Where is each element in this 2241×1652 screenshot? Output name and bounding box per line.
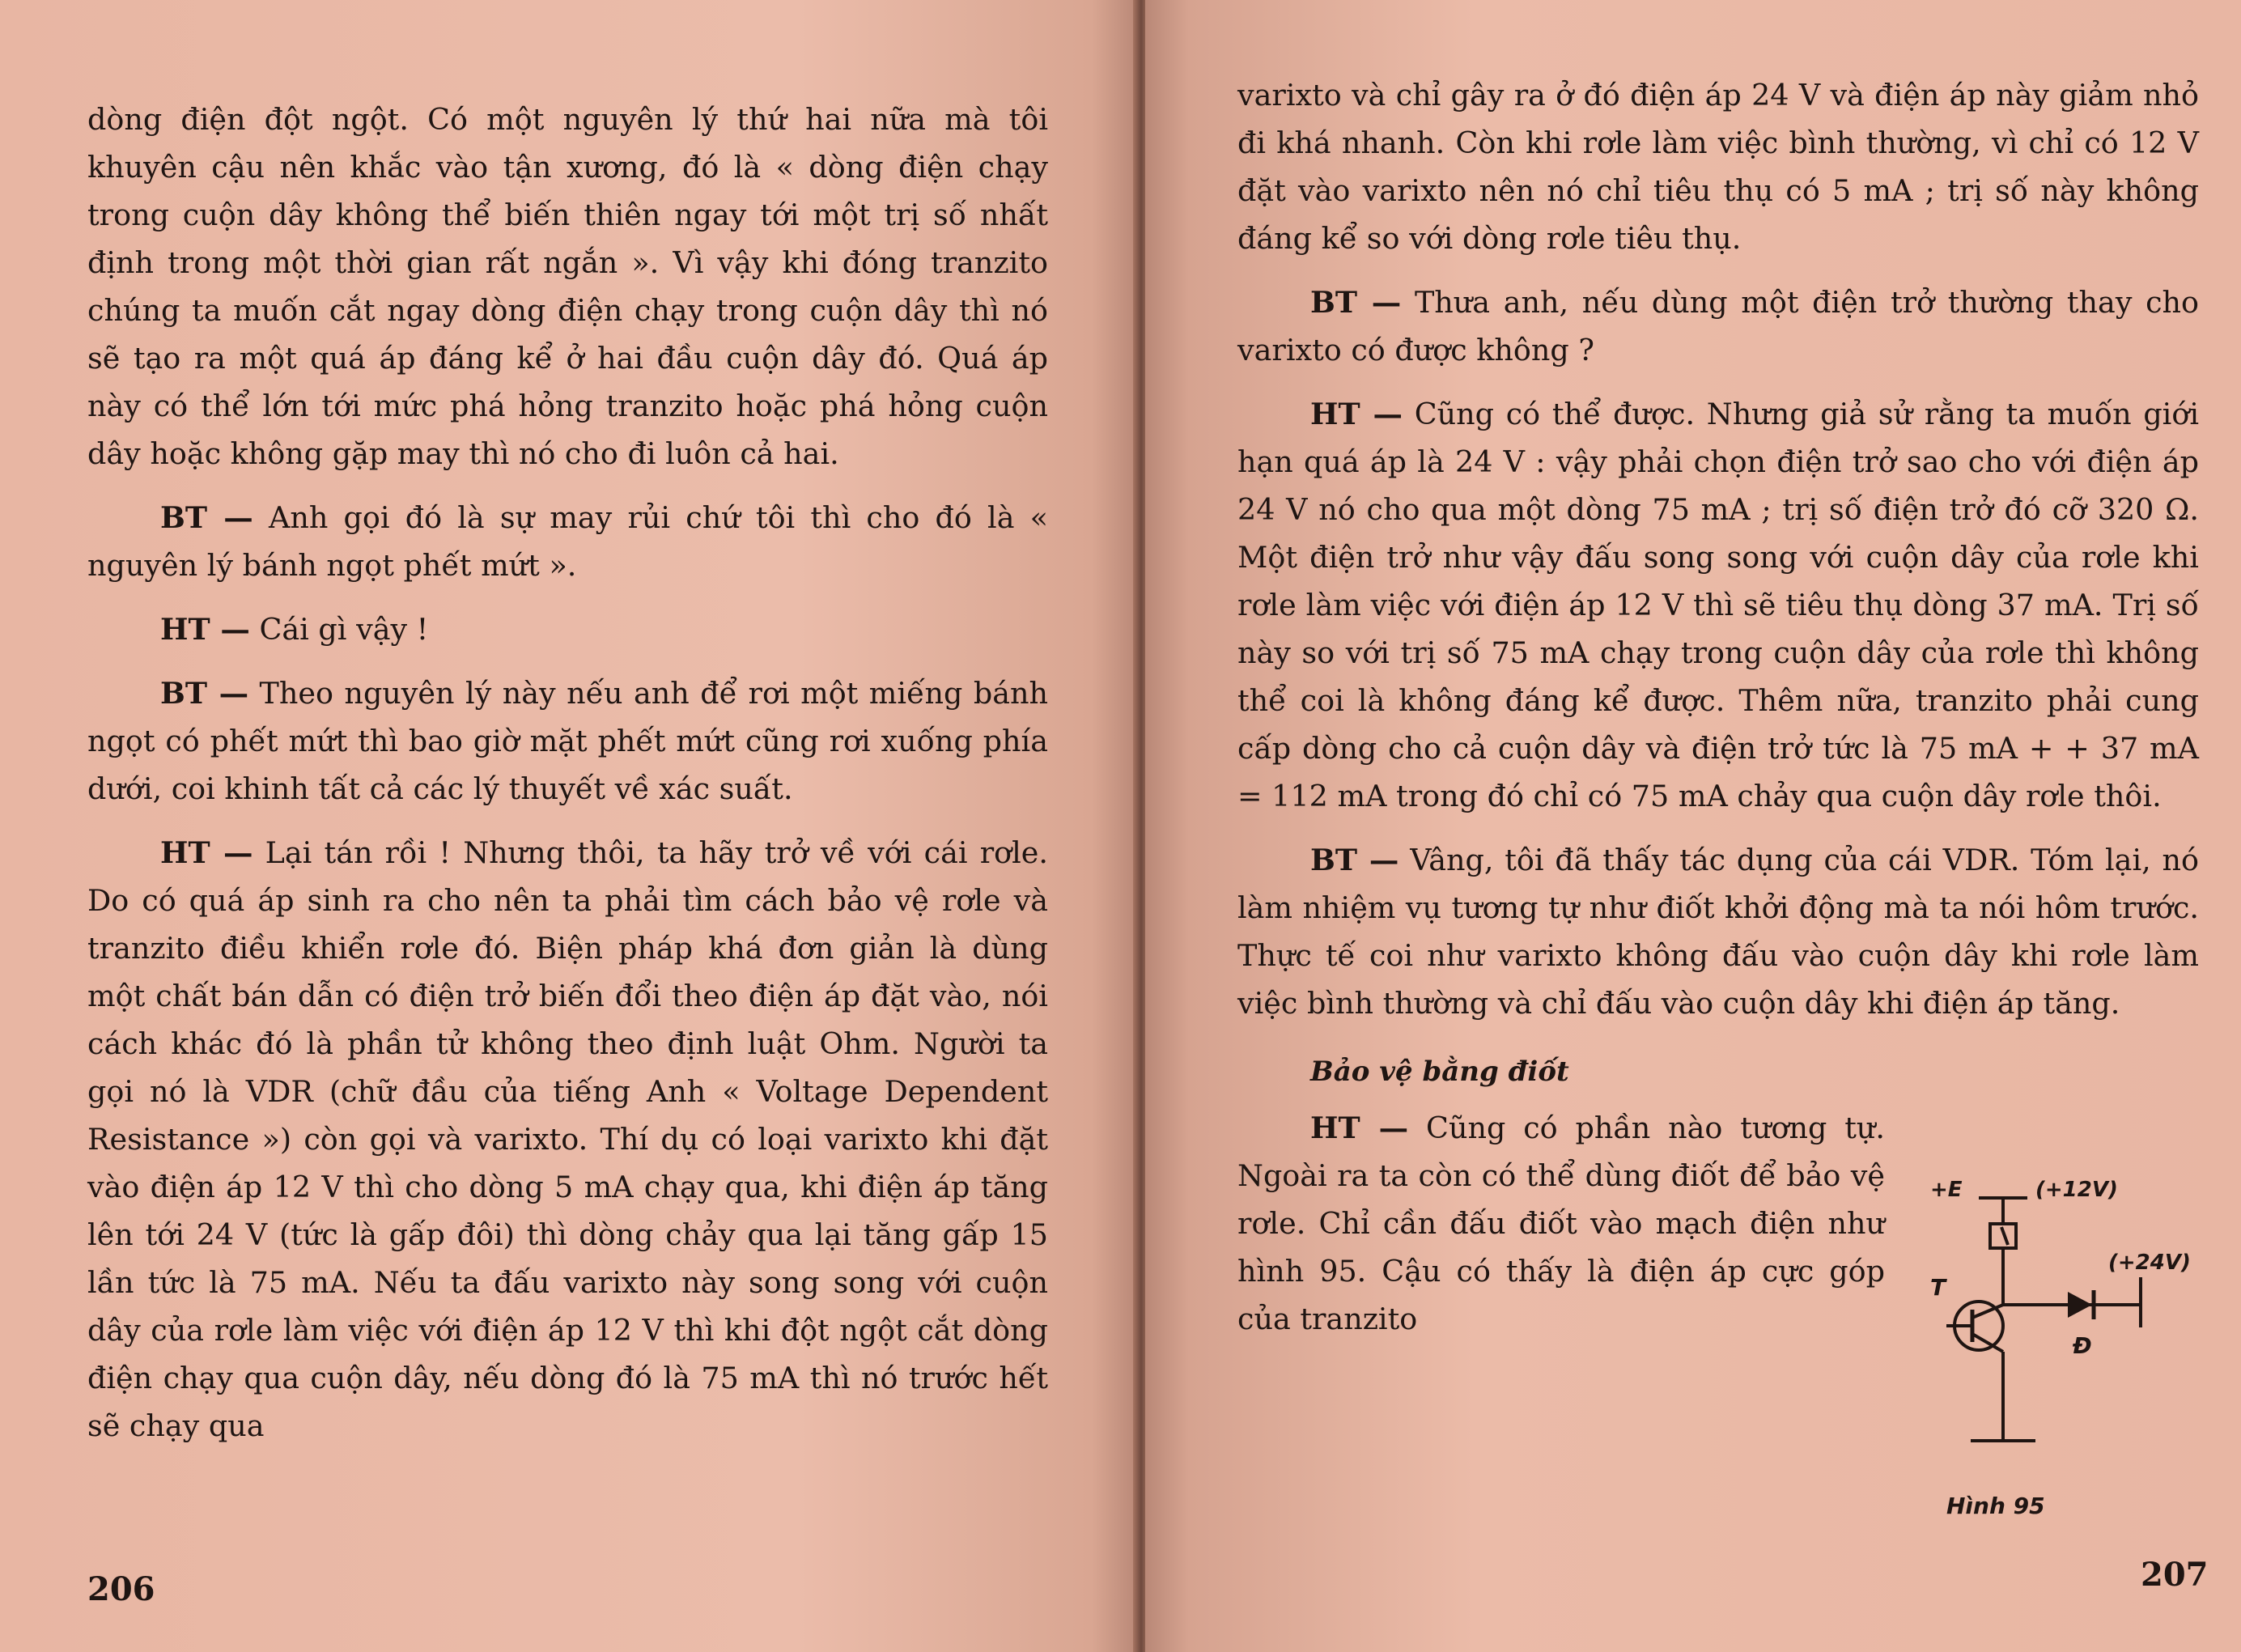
paragraph-text: Theo nguyên lý này nếu anh để rơi một miếng bánh ngọt có phết mứt thì bao giờ mặt phết mứt cũng rơi xuống phía dưới, coi khinh tất cả các lý thuyết về xác suất. [87, 676, 1049, 806]
circuit-figure [1914, 1178, 2191, 1522]
paragraph [1237, 836, 2199, 1027]
paragraph [87, 494, 1048, 589]
speaker-label: HT — [1310, 1111, 1409, 1145]
paragraph [1237, 1104, 1885, 1343]
speaker-label: BT — [160, 676, 249, 711]
circuit-diagram [1914, 1178, 2191, 1522]
page-number: 207 [2141, 1556, 2209, 1594]
right-page [1145, 0, 2241, 1652]
left-page-text [87, 96, 1048, 1466]
paragraph [1237, 390, 2199, 820]
paragraph [87, 605, 1048, 653]
label-e: +E [1930, 1178, 1963, 1202]
paragraph-text: Anh gọi đó là sự may rủi chứ tôi thì cho đó là « nguyên lý bánh ngọt phết mứt ». [87, 500, 1048, 583]
paragraph-text: Cũng có thể được. Nhưng giả sử rằng ta muốn giới hạn quá áp là 24 V : vậy phải chọn điện trở sao cho với điện áp 24 V nó cho qua một dòng 75 mA ; trị số điện trở đó cỡ 320 Ω. Một điện trở như vậy đấu song song với cuộn dây của rơle khi rơle làm việc với điện áp 12 V thì sẽ tiêu thụ dòng 37 mA. Trị số này so với trị số 75 mA chạy trong cuộn dây của rơle thì không thể coi là không đáng kể được. Thêm nữa, tranzito phải cung cấp dòng cho cả cuộn dây và điện trở tức là 75 mA + + 37 mA = 112 mA trong đó chỉ có 75 mA chảy qua cuộn dây rơle thôi. [1237, 397, 2200, 813]
page-number: 206 [87, 1570, 155, 1608]
paragraph [87, 829, 1048, 1450]
figure-caption: Hình 95 [1946, 1493, 2045, 1519]
paragraph-text: Cái gì vậy ! [259, 612, 429, 647]
diode-symbol [2068, 1292, 2092, 1318]
paragraph-text: Vâng, tôi đã thấy tác dụng của cái VDR. Tóm lại, nó làm nhiệm vụ tương tự như điốt khởi động mà ta nói hôm trước. Thực tế coi như varixto không đấu vào cuộn dây khi rơle làm việc bình thường và chỉ đấu vào cuộn dây khi điện áp tăng. [1237, 843, 2199, 1021]
section-heading: Bảo vệ bằng điốt [1310, 1055, 1569, 1088]
speaker-label: HT — [160, 835, 253, 870]
speaker-label: HT — [160, 612, 250, 647]
paragraph [1237, 278, 2199, 374]
label-transistor: T [1930, 1274, 1946, 1301]
paragraph-text: Thưa anh, nếu dùng một điện trở thường thay cho varixto có được không ? [1237, 285, 2200, 367]
paragraph-text: Lại tán rồi ! Nhưng thôi, ta hãy trở về với cái rơle. Do có quá áp sinh ra cho nên ta phải tìm cách bảo vệ rơle và tranzito điều khiển rơle đó. Biện pháp khá đơn giản là dùng một chất bán dẫn có điện trở biến đổi theo điện áp đặt vào, nói cách khác đó là phần tử không theo định luật Ohm. Người ta gọi nó là VDR (chữ đầu của tiếng Anh « Voltage Dependent Resistance ») còn gọi và varixto. Thí dụ có loại varixto khi đặt vào điện áp 12 V thì cho dòng 5 mA chạy qua, khi điện áp tăng lên tới 24 V (tức là gấp đôi) thì dòng chảy qua lại tăng gấp 15 lần tức là 75 mA. Nếu ta đấu varixto này song song với cuộn dây của rơle làm việc với điện áp 12 V thì khi đột ngột cắt dòng điện chạy qua cuộn dây, nếu dòng đó là 75 mA thì nó trước hết sẽ chạy qua [87, 835, 1049, 1443]
speaker-label: HT — [1310, 397, 1403, 431]
right-page-text [1237, 71, 2199, 1359]
speaker-label: BT — [160, 500, 253, 535]
label-24v: (+24V) [2108, 1251, 2191, 1275]
speaker-label: BT — [1310, 285, 1402, 320]
label-12v: (+12V) [2035, 1178, 2118, 1202]
label-diode: Đ [2073, 1332, 2092, 1359]
relay-coil-mark [2001, 1227, 2008, 1245]
paragraph [1237, 71, 2199, 262]
paragraph [87, 96, 1048, 478]
speaker-label: BT — [1310, 843, 1399, 877]
paragraph-text: dòng điện đột ngột. Có một nguyên lý thứ hai nữa mà tôi khuyên cậu nên khắc vào tận xương, đó là « dòng điện chạy trong cuộn dây không thể biến thiên ngay tới một trị số nhất định trong một thời gian rất ngắn ». Vì vậy khi đóng tranzito chúng ta muốn cắt ngay dòng điện chạy trong cuộn dây thì nó sẽ tạo ra một quá áp đáng kể ở hai đầu cuộn dây đó. Quá áp này có thể lớn tới mức phá hỏng tranzito hoặc phá hỏng cuộn dây hoặc không gặp may thì nó cho đi luôn cả hai. [87, 102, 1048, 471]
paragraph-text: Cũng có phần nào tương tự. Ngoài ra ta còn có thể dùng điốt để bảo vệ rơle. Chỉ cần đấu điốt vào mạch điện như hình 95. Cậu có thấy là điện áp cực góp của tranzito [1237, 1111, 1885, 1336]
paragraph [87, 669, 1048, 813]
paragraph-text: varixto và chỉ gây ra ở đó điện áp 24 V và điện áp này giảm nhỏ đi khá nhanh. Còn khi rơle làm việc bình thường, vì chỉ có 12 V đặt vào varixto nên nó chỉ tiêu thụ có 5 mA ; trị số này không đáng kể so với dòng rơle tiêu thụ. [1237, 78, 2199, 256]
